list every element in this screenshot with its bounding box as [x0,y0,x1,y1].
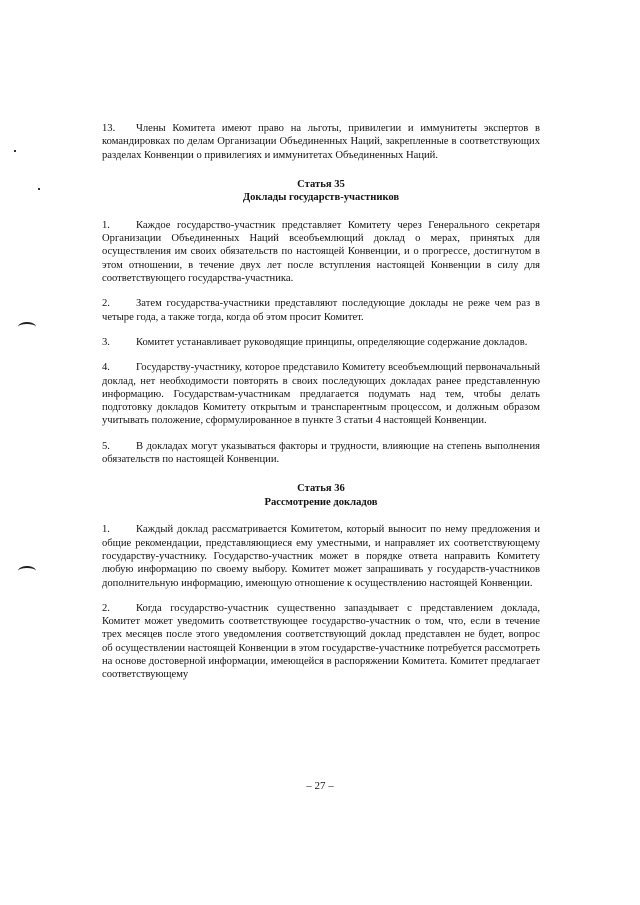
article-title: Статья 36 [297,483,345,495]
paragraph-number: 5. [102,440,110,452]
paragraph-text: В докладах могут указываться факторы и трудности, влияющие на степень выполнения обязательств по настоящей Конвенции. [102,440,540,466]
paragraph [102,523,540,589]
paragraph-number: 2. [102,602,110,614]
article-subtitle: Рассмотрение докладов [264,496,378,508]
paragraph [102,336,540,349]
article-heading [102,482,540,509]
page-number: – 27 – [306,780,334,792]
paragraph-number: 1. [102,219,110,231]
paragraph [102,219,540,285]
paragraph [102,297,540,324]
article-title: Статья 35 [297,178,345,190]
paragraph [102,361,540,427]
article-subtitle: Доклады государств-участников [242,192,400,204]
paragraph-text: Каждое государство-участник представляет Комитету через Генерального секретаря Организации Объединенных Наций всеобъемлющий доклад о мерах, принятых для осуществления им своих обязательств по настоящей Конвенции, и о прогрессе, достигнутом в этом отношении, в течение двух лет после вступления настоящей Конвенции в силу для соответствующего государства-участника. [102,219,540,285]
paragraph-text: Государству-участнику, которое представило Комитету всеобъемлющий первоначальный доклад, нет необходимости повторять в своих последующих докладах ранее представленную информацию. Государствам-участникам предлагается подумать над тем, чтобы делать подготовку докладов Комитету открытым и транспарентным процессом, и должным образом учитывать положение, сформулированное в пункте 3 статьи 4 настоящей Конвенции. [102,362,540,427]
paragraph-number: 1. [102,524,110,536]
scan-speck [14,150,16,152]
paragraph-number: 13. [102,123,116,134]
paragraph [102,440,540,467]
scan-speck [38,188,40,190]
paragraph-text: Каждый доклад рассматривается Комитетом, который выносит по нему предложения и общие рекомендации, представляющиеся ему уместными, и направляет их соответствующему государству-участнику. Государство-участник может в порядке ответа направить Комитету любую информацию по своему выбору. Комитет может запрашивать у государств-участников дополнительную информацию, имеющую отношение к осуществлению настоящей Конвенции. [102,524,540,589]
paragraph-text: Члены Комитета имеют право на льготы, привилегии и иммунитеты экспертов в командировках по делам Организации Объединенных Наций, закрепленные в соответствующих разделах Конвенции о привилегиях и иммунитетах Объединенных Наций. [102,123,540,161]
paragraph [102,602,540,682]
paragraph [102,122,540,162]
paragraph-number: 2. [102,298,110,310]
paragraph-number: 3. [102,336,110,348]
paragraph-text: Когда государство-участник существенно запаздывает с представлением доклада, Комитет может уведомить соответствующее государство-участник о том, что, если в течение трех месяцев после этого уведомления соответствующий доклад представлен не будет, вопрос об осуществлении настоящей Конвенции в этом государстве-участнике потребуется рассмотреть на основе достоверной информации, имеющейся в распоряжении Комитета. Комитет предлагает соответствующему [102,602,540,681]
paragraph-number: 4. [102,362,110,374]
document-body [102,122,540,694]
scan-mark [18,322,36,332]
article-heading [102,178,540,205]
scan-mark [18,566,36,576]
paragraph-text: Затем государства-участники представляют последующие доклады не реже чем раз в четыре года, а также тогда, когда об этом просит Комитет. [102,298,540,323]
paragraph-text: Комитет устанавливает руководящие принципы, определяющие содержание докладов. [136,336,528,348]
